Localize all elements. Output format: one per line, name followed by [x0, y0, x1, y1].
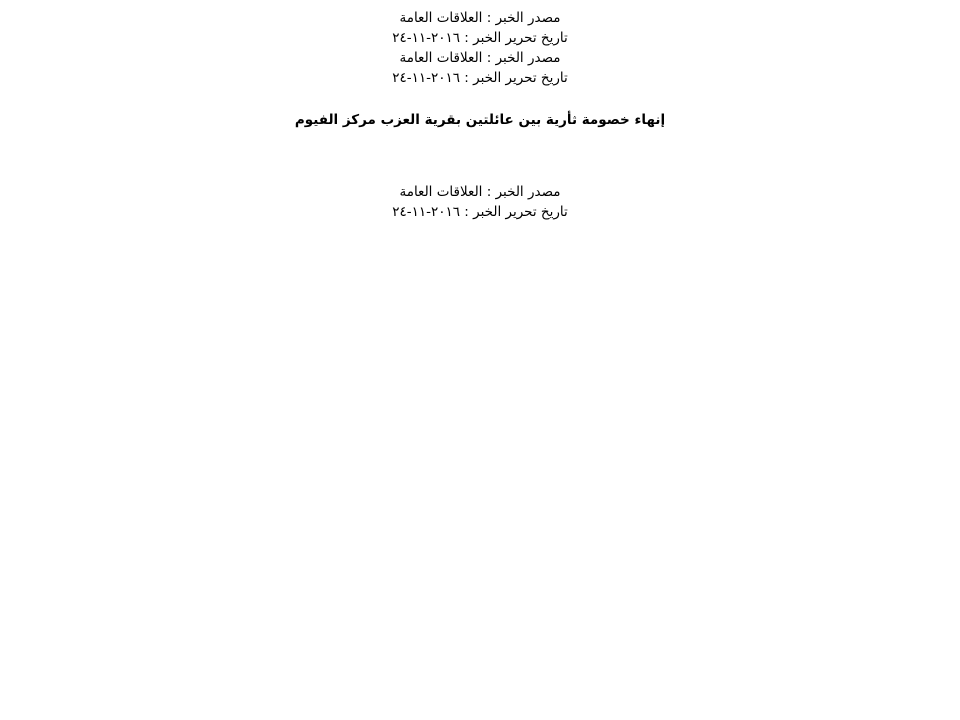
article-date: [12, 28, 948, 48]
article-source: [12, 182, 948, 202]
date-value: ٢٠١٦-١١-٢٤: [392, 30, 460, 46]
source-value: العلاقات العامة: [399, 184, 483, 200]
source-label: مصدر الخبر :: [482, 184, 560, 200]
source-label: مصدر الخبر :: [482, 10, 560, 26]
article-source: [12, 8, 948, 28]
news-article-3: [12, 182, 948, 222]
article-headline: إنهاء خصومة ثأرية بين عائلتين بقرية العزب مركز الفيوم: [294, 112, 666, 128]
date-value: ٢٠١٦-١١-٢٤: [392, 204, 460, 220]
source-value: العلاقات العامة: [399, 50, 483, 66]
news-article-2: [12, 48, 948, 88]
article-source: [12, 48, 948, 68]
source-label: مصدر الخبر :: [482, 50, 560, 66]
date-label: تاريخ تحرير الخبر :: [460, 70, 568, 86]
date-value: ٢٠١٦-١١-٢٤: [392, 70, 460, 86]
source-value: العلاقات العامة: [399, 10, 483, 26]
news-article-1: [12, 8, 948, 48]
date-label: تاريخ تحرير الخبر :: [460, 204, 568, 220]
date-label: تاريخ تحرير الخبر :: [460, 30, 568, 46]
article-date: [12, 202, 948, 222]
article-date: [12, 68, 948, 88]
